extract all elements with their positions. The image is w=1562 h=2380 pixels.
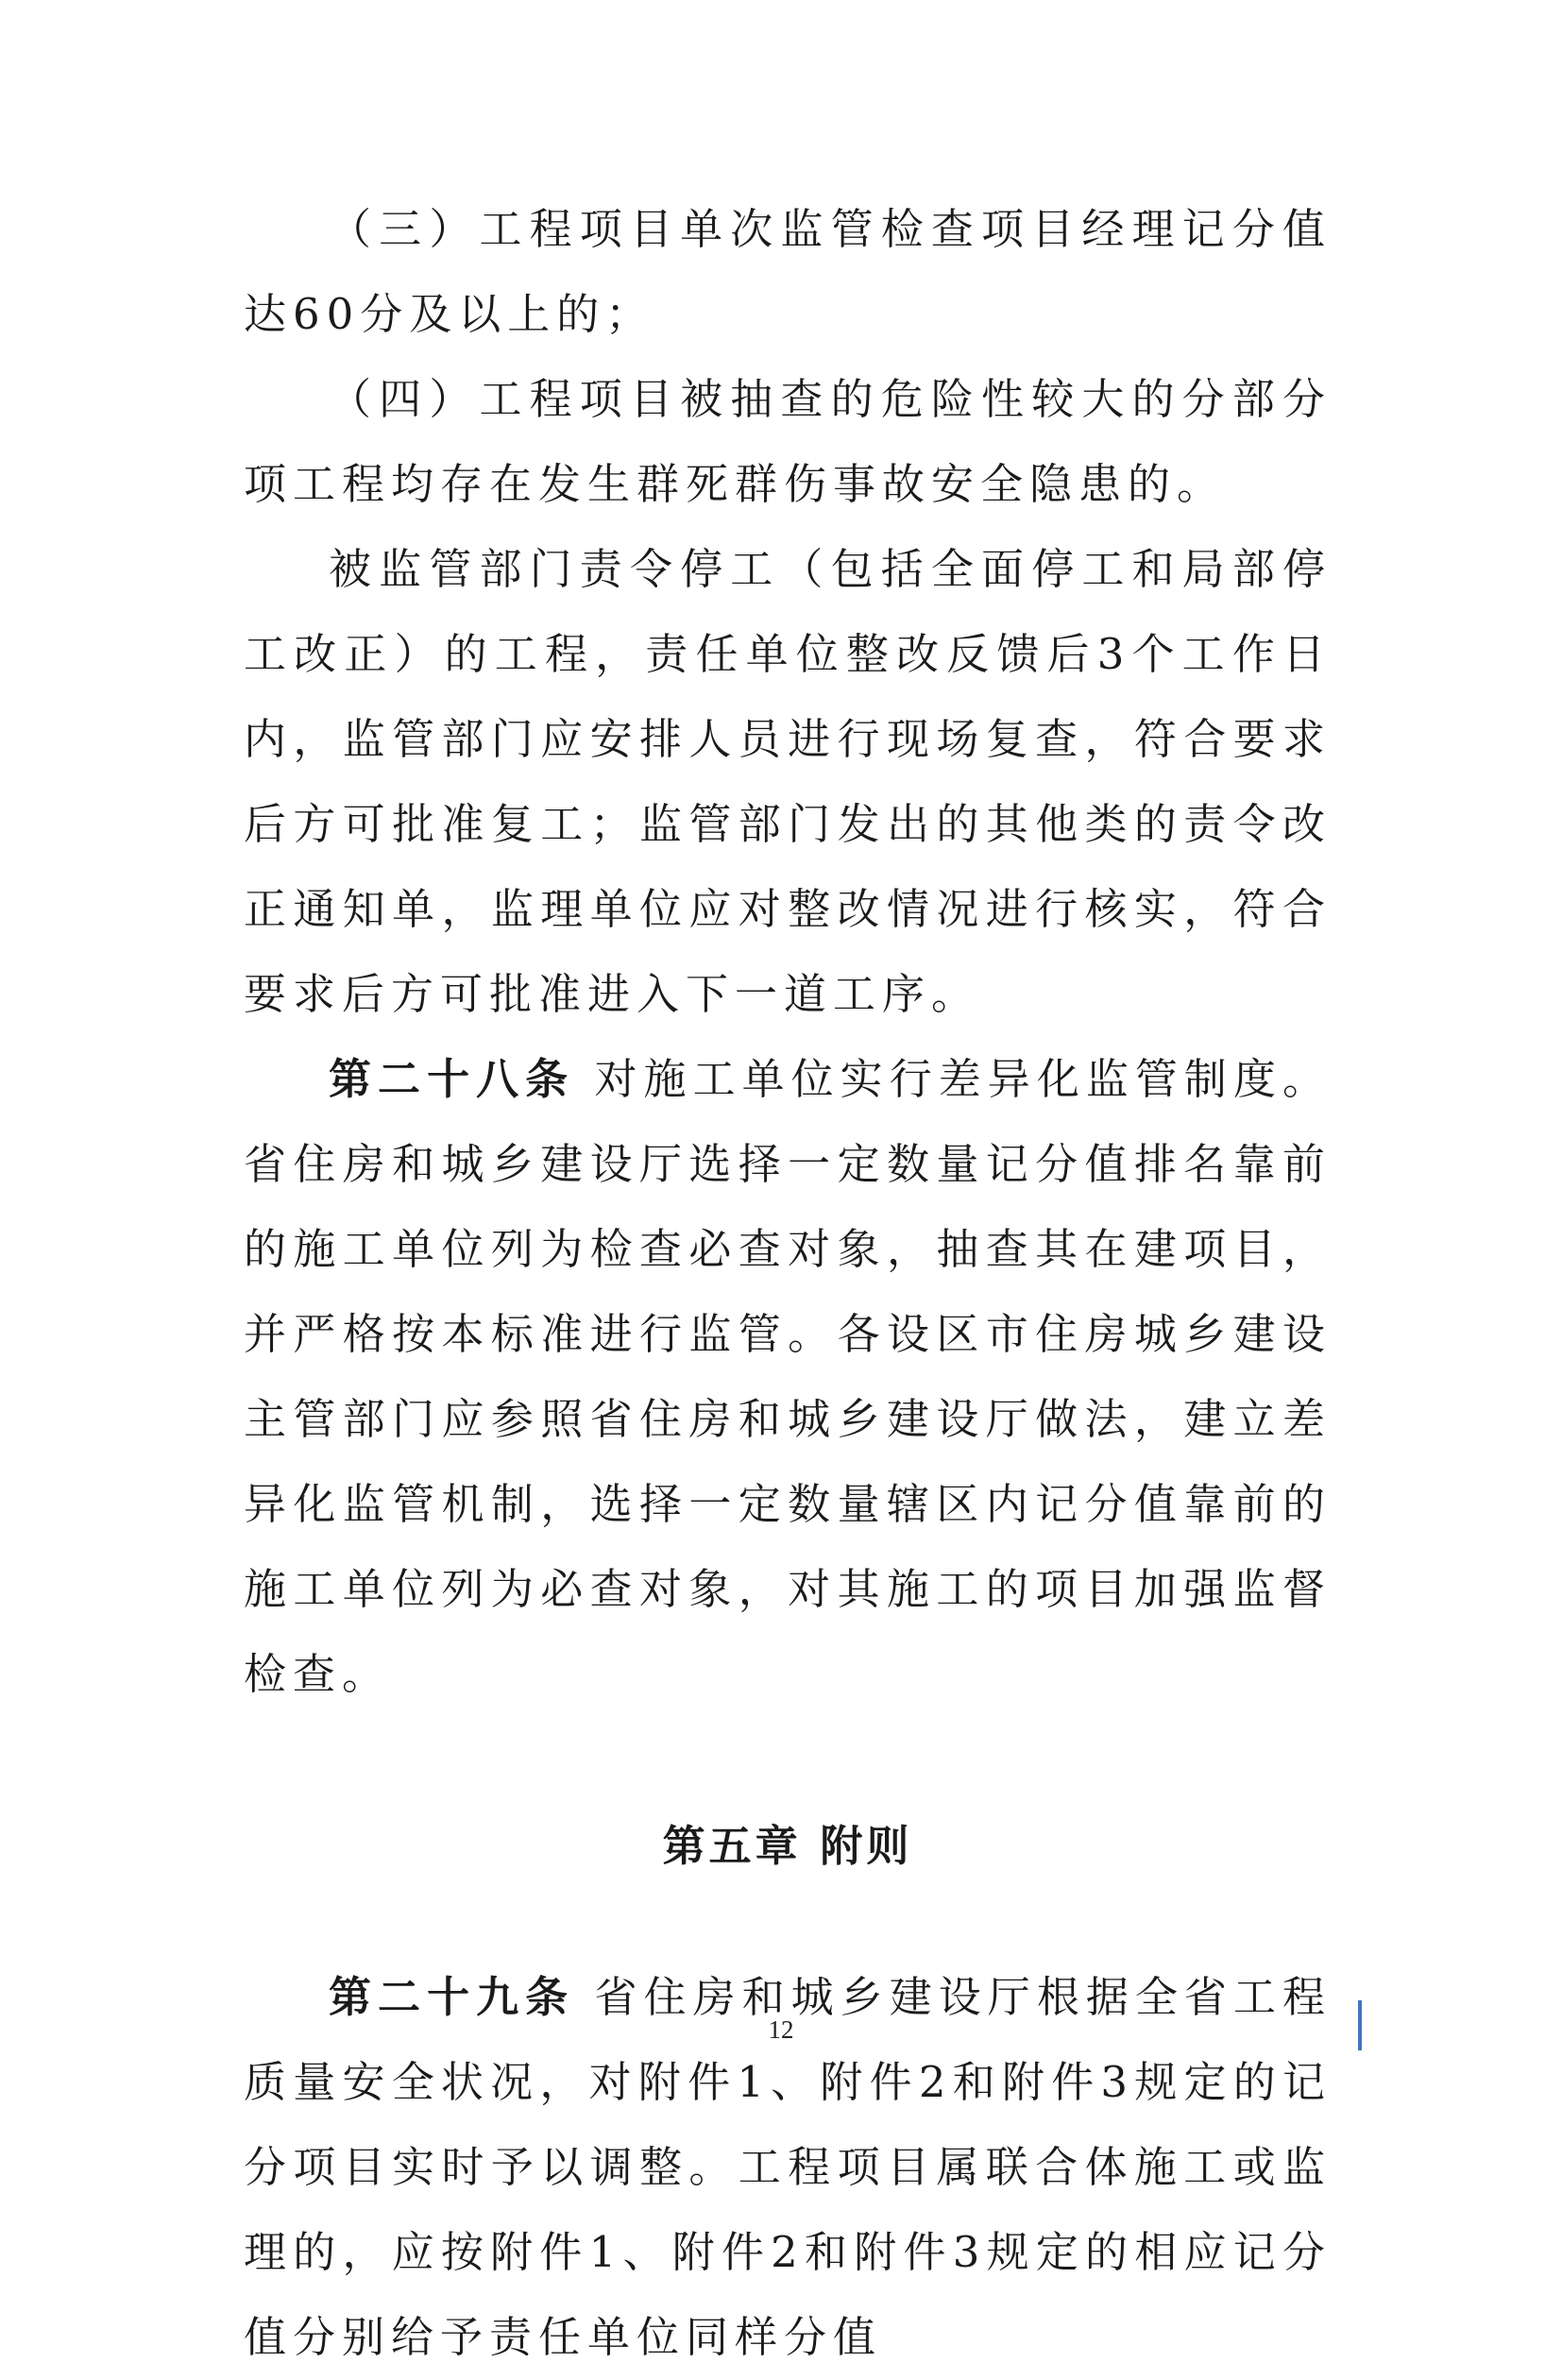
paragraph-text: 被监管部门责令停工（包括全面停工和局部停工改正）的工程，责任单位整改反馈后3个工作日内，监管部门应安排人员进行现场复查，符合要求后方可批准复工；监管部门发出的其他类的责令改正通知单，监理单位应对整改情况进行核实，符合要求后方可批准进入下一道工序。 [244,544,1332,1019]
page-body [244,187,1332,2380]
article-28-heading: 第二十八条 [329,1054,575,1104]
page-number: 12 [768,2015,794,2044]
page-marker-bar [1358,2000,1362,2050]
paragraph-text: （四）工程项目被抽查的危险性较大的分部分项工程均存在发生群死群伤事故安全隐患的。 [244,374,1332,509]
article-28 [244,1037,1332,1717]
article-29-heading: 第二十九条 [329,1972,575,2022]
paragraph-item-4 [244,357,1332,527]
article-29-text: 省住房和城乡建设厅根据全省工程质量安全状况，对附件1、附件2和附件3规定的记分项目实时予以调整。工程项目属联合体施工或监理的，应按附件1、附件2和附件3规定的相应记分值分别给予责任单位同样分值 [244,1972,1332,2362]
paragraph-stop-work [244,527,1332,1037]
paragraph-text: （三）工程项目单次监管检查项目经理记分值达60分及以上的； [244,204,1332,339]
article-28-text: 对施工单位实行差异化监管制度。省住房和城乡建设厅选择一定数量记分值排名靠前的施工单位列为检查必查对象，抽查其在建项目，并严格按本标准进行监管。各设区市住房城乡建设主管部门应参照省住房和城乡建设厅做法，建立差异化监管机制，选择一定数量辖区内记分值靠前的施工单位列为必查对象，对其施工的项目加强监督检查。 [244,1054,1332,1699]
chapter-title: 第五章 附则 [662,1821,913,1871]
paragraph-item-3 [244,187,1332,357]
